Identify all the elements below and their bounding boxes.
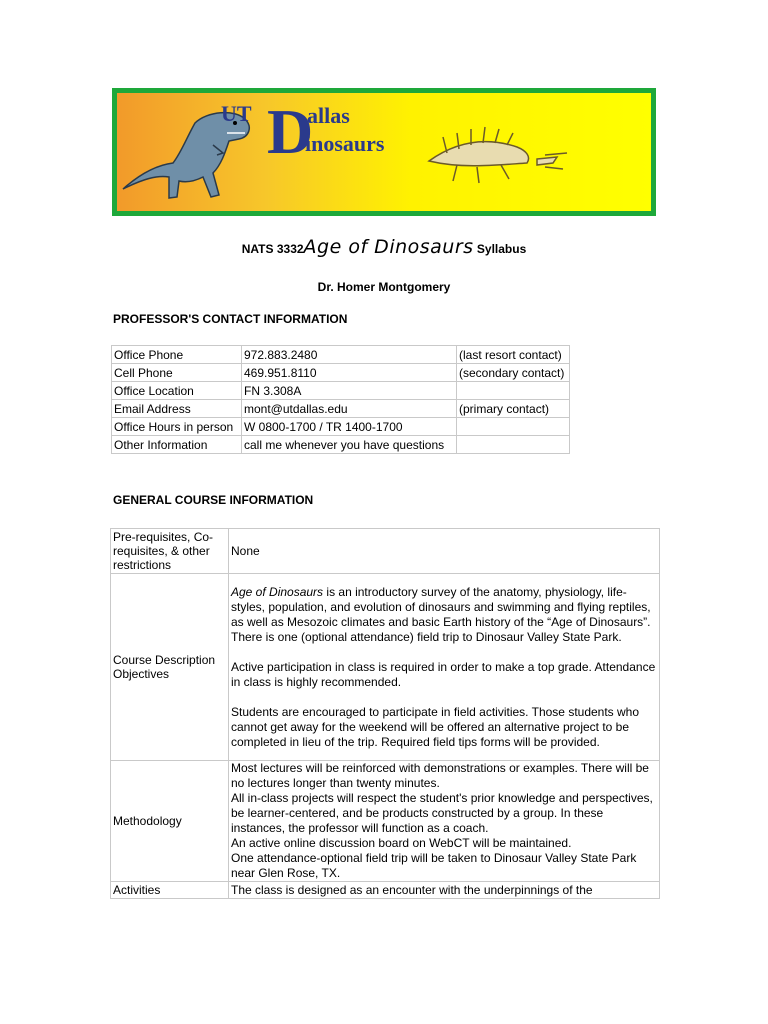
methodology-line-4: One attendance-optional field trip will be taken to Dinosaur Valley State Park near Glen Rose, TX. xyxy=(231,851,637,880)
contact-note xyxy=(457,382,570,400)
table-row xyxy=(112,400,570,418)
contact-value: 972.883.2480 xyxy=(242,346,457,364)
course-heading: GENERAL COURSE INFORMATION xyxy=(113,493,314,507)
contact-label: Office Location xyxy=(112,382,242,400)
description-para-3: Students are encouraged to participate in field activities. Those students who cannot get away for the weekend will be offered an alternative project to be completed in lieu of the trip. Required field tips forms will be provided. xyxy=(231,704,640,749)
dinosaur-banner-art xyxy=(117,93,651,211)
contact-label: Office Phone xyxy=(112,346,242,364)
contact-value: FN 3.308A xyxy=(242,382,457,400)
title-suffix: Syllabus xyxy=(476,242,527,256)
description-para-1: Age of Dinosaurs is an introductory survey of the anatomy, physiology, life-styles, population, and evolution of dinosaurs and swimming and flying reptiles, as well as Mesozoic climates and basic Earth history of the “Age of Dinosaurs”. There is one (optional attendance) field trip to Dinosaur Valley State Park. xyxy=(231,584,651,644)
methodology-line-3: An active online discussion board on WebCT will be maintained. xyxy=(231,836,572,850)
activities-label: Activities xyxy=(111,882,229,899)
professor-name: Dr. Homer Montgomery xyxy=(317,280,451,294)
contact-note xyxy=(457,418,570,436)
contact-label: Office Hours in person xyxy=(112,418,242,436)
contact-label: Other Information xyxy=(112,436,242,454)
table-row xyxy=(112,346,570,364)
table-row xyxy=(111,574,660,761)
page-title xyxy=(0,236,768,258)
table-row xyxy=(111,761,660,882)
contact-value: call me whenever you have questions xyxy=(242,436,457,454)
contact-value: W 0800-1700 / TR 1400-1700 xyxy=(242,418,457,436)
banner-inosaurs-text: inosaurs xyxy=(305,131,385,156)
methodology-line-1: Most lectures will be reinforced with demonstrations or examples. There will be no lectures longer than twenty minutes. xyxy=(231,761,649,790)
table-row xyxy=(112,382,570,400)
contact-value: mont@utdallas.edu xyxy=(242,400,457,418)
table-row xyxy=(111,882,660,899)
description-italic: Age of Dinosaurs xyxy=(231,584,324,599)
table-row xyxy=(111,529,660,574)
methodology-line-2: All in-class projects will respect the student's prior knowledge and perspectives, be learner-centered, and be products constructed by a group. In these instances, the professor will function as a coach. xyxy=(231,791,653,835)
activities-value: The class is designed as an encounter with the underpinnings of the xyxy=(229,882,660,899)
contact-label: Cell Phone xyxy=(112,364,242,382)
description-para-2: Active participation in class is required in order to make a top grade. Attendance in class is highly recommended. xyxy=(231,659,656,689)
skeleton-icon xyxy=(429,127,567,183)
contact-heading: PROFESSOR'S CONTACT INFORMATION xyxy=(113,312,348,326)
course-name: Age of Dinosaurs xyxy=(303,236,474,258)
methodology-label: Methodology xyxy=(111,761,229,882)
contact-note: (primary contact) xyxy=(457,400,570,418)
prereq-label: Pre-requisites, Co-requisites, & other restrictions xyxy=(111,529,229,574)
table-row xyxy=(112,364,570,382)
description-label: Course Description Objectives xyxy=(111,574,229,761)
banner-big-d: D xyxy=(267,96,314,167)
header-banner xyxy=(112,88,656,216)
contact-label: Email Address xyxy=(112,400,242,418)
table-row xyxy=(112,418,570,436)
banner-allas-text: allas xyxy=(307,103,350,128)
contact-value: 469.951.8110 xyxy=(242,364,457,382)
banner-ut-text: UT xyxy=(221,101,252,126)
prereq-value: None xyxy=(229,529,660,574)
contact-note xyxy=(457,436,570,454)
contact-table xyxy=(111,345,570,454)
course-code: NATS 3332 xyxy=(241,242,304,256)
table-row xyxy=(112,436,570,454)
contact-note: (secondary contact) xyxy=(457,364,570,382)
course-table xyxy=(110,528,660,899)
contact-note: (last resort contact) xyxy=(457,346,570,364)
